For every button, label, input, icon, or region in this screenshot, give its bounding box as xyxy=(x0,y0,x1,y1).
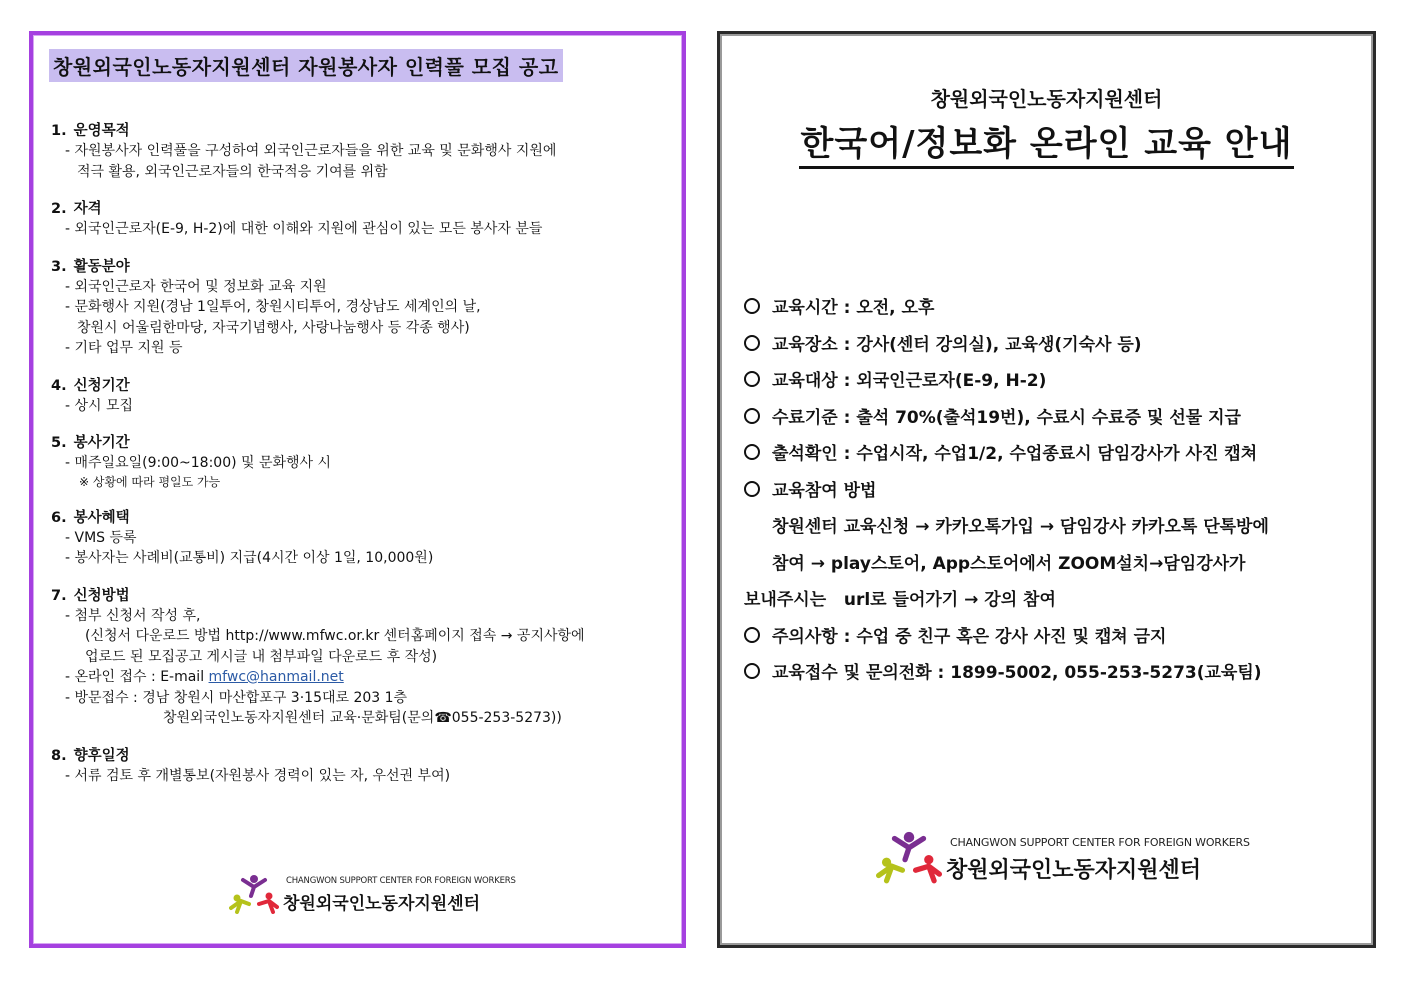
section-line: - 서류 검토 후 개별통보(자원봉사 경력이 있는 자, 우선권 부여) xyxy=(65,767,451,784)
online-apply-label: - 온라인 접수 : E-mail xyxy=(65,669,209,685)
info-item: 교육참여 방법 xyxy=(744,473,1364,510)
section-heading: 봉사혜택 xyxy=(73,509,130,526)
education-title-text: 한국어/정보화 온라인 교육 안내 xyxy=(799,124,1295,169)
info-item: 주의사항 : 수업 중 친구 혹은 강사 사진 및 캡쳐 금지 xyxy=(744,619,1364,656)
method-line: 창원센터 교육신청 → 카카오톡가입 → 담임강사 카카오톡 단톡방에 xyxy=(772,517,1269,537)
section-number: 7. xyxy=(51,587,67,604)
section-line: - 첨부 신청서 작성 후, xyxy=(65,607,201,624)
section-line: 업로드 된 모집공고 게시글 내 첨부파일 다운로드 후 작성) xyxy=(85,648,438,665)
people-logo-icon xyxy=(229,874,279,914)
education-info-list xyxy=(744,290,1364,692)
section-line: - 문화행사 지원(경남 1일투어, 창원시티투어, 경상남도 세계인의 날, xyxy=(65,299,481,315)
section-line: - VMS 등록 xyxy=(65,529,137,546)
center-logo xyxy=(229,874,516,914)
info-item: 교육시간 : 오전, 오후 xyxy=(744,290,1364,327)
email-link[interactable]: mfwc@hanmail.net xyxy=(208,669,344,685)
logo-english-name: CHANGWON SUPPORT CENTER FOR FOREIGN WORKERS xyxy=(286,876,516,886)
section-line: 적극 활용, 외국인근로자들의 한국적응 기여를 위함 xyxy=(77,163,388,180)
online-education-panel xyxy=(717,31,1376,948)
section-volunteer-period xyxy=(51,433,671,491)
section-qualification xyxy=(51,199,671,240)
section-number: 3. xyxy=(51,258,67,275)
section-heading: 향후일정 xyxy=(73,747,130,764)
info-item: 교육접수 및 문의전화 : 1899-5002, 055-253-5273(교육팀) xyxy=(744,655,1364,692)
section-purpose xyxy=(51,121,671,182)
center-name-subtitle: 창원외국인노동자지원센터 xyxy=(930,87,1163,111)
method-line: 보내주시는 url로 들어가기 → 강의 참여 xyxy=(744,590,1056,610)
info-item: 수료기준 : 출석 70%(출석19번), 수료시 수료증 및 선물 지급 xyxy=(744,400,1364,437)
section-line: - 방문접수 : 경남 창원시 마산합포구 3·15대로 203 1층 xyxy=(65,689,408,706)
section-line: - 봉사자는 사례비(교통비) 지급(4시간 이상 1일, 10,000원) xyxy=(65,550,434,566)
info-item: 교육대상 : 외국인근로자(E-9, H-2) xyxy=(744,363,1364,400)
section-line: 창원외국인노동자지원센터 교육·문화팀(문의☎055-253-5273)) xyxy=(163,710,562,726)
circle-bullet-icon xyxy=(744,335,760,351)
notice-title: 창원외국인노동자지원센터 자원봉사자 인력풀 모집 공고 xyxy=(49,49,563,82)
section-how-to-apply xyxy=(51,586,671,729)
section-heading: 운영목적 xyxy=(73,123,130,139)
section-line: - 자원봉사자 인력풀을 구성하여 외국인근로자들을 위한 교육 및 문화행사 지원에 xyxy=(65,143,557,159)
section-number: 4. xyxy=(51,377,67,394)
method-line: 참여 → play스토어, App스토어에서 ZOOM설치→담임강사가 xyxy=(772,553,1246,574)
info-item: 교육장소 : 강사(센터 강의실), 교육생(기숙사 등) xyxy=(744,327,1364,364)
section-number: 1. xyxy=(51,123,67,139)
section-line: - 외국인근로자 한국어 및 정보화 교육 지원 xyxy=(65,278,327,295)
recruitment-notice-panel xyxy=(29,31,686,948)
circle-bullet-icon xyxy=(744,371,760,387)
section-number: 8. xyxy=(51,747,67,764)
section-heading: 활동분야 xyxy=(73,258,130,275)
section-number: 5. xyxy=(51,435,67,451)
circle-bullet-icon xyxy=(744,663,760,679)
section-heading: 봉사기간 xyxy=(73,435,130,451)
logo-korean-name: 창원외국인노동자지원센터 xyxy=(283,894,481,914)
section-line: - 매주일요일(9:00~18:00) 및 문화행사 시 xyxy=(65,455,332,471)
people-logo-icon xyxy=(876,830,942,884)
section-activities xyxy=(51,257,671,359)
circle-bullet-icon xyxy=(744,627,760,643)
logo-korean-name: 창원외국인노동자지원센터 xyxy=(946,858,1202,883)
section-number: 6. xyxy=(51,509,67,526)
circle-bullet-icon xyxy=(744,444,760,460)
circle-bullet-icon xyxy=(744,298,760,314)
circle-bullet-icon xyxy=(744,481,760,497)
section-line: - 상시 모집 xyxy=(65,397,134,414)
section-heading: 신청방법 xyxy=(73,587,130,604)
education-title xyxy=(720,116,1373,165)
section-heading: 자격 xyxy=(73,201,102,217)
section-line xyxy=(51,667,671,688)
section-line: - 기타 업무 지원 등 xyxy=(65,340,183,356)
section-schedule xyxy=(51,746,671,787)
section-line: (신청서 다운로드 방법 http://www.mfwc.or.kr 센터홈페이지 접속 → 공지사항에 xyxy=(85,628,585,644)
info-item: 출석확인 : 수업시작, 수업1/2, 수업종료시 담임강사가 사진 캡쳐 xyxy=(744,436,1364,473)
center-logo xyxy=(876,830,1250,884)
section-heading: 신청기간 xyxy=(73,377,130,394)
section-number: 2. xyxy=(51,201,67,217)
section-note: ※ 상황에 따라 평일도 가능 xyxy=(79,474,221,489)
section-line: - 외국인근로자(E-9, H-2)에 대한 이해와 지원에 관심이 있는 모든 봉사자 분들 xyxy=(65,221,543,237)
section-benefits xyxy=(51,508,671,569)
circle-bullet-icon xyxy=(744,408,760,424)
section-application-period xyxy=(51,376,671,417)
section-line: 창원시 어울림한마당, 자국기념행사, 사랑나눔행사 등 각종 행사) xyxy=(77,319,470,336)
notice-sections xyxy=(51,121,671,803)
notice-title-wrap xyxy=(49,49,563,82)
logo-english-name: CHANGWON SUPPORT CENTER FOR FOREIGN WORKERS xyxy=(950,836,1250,849)
